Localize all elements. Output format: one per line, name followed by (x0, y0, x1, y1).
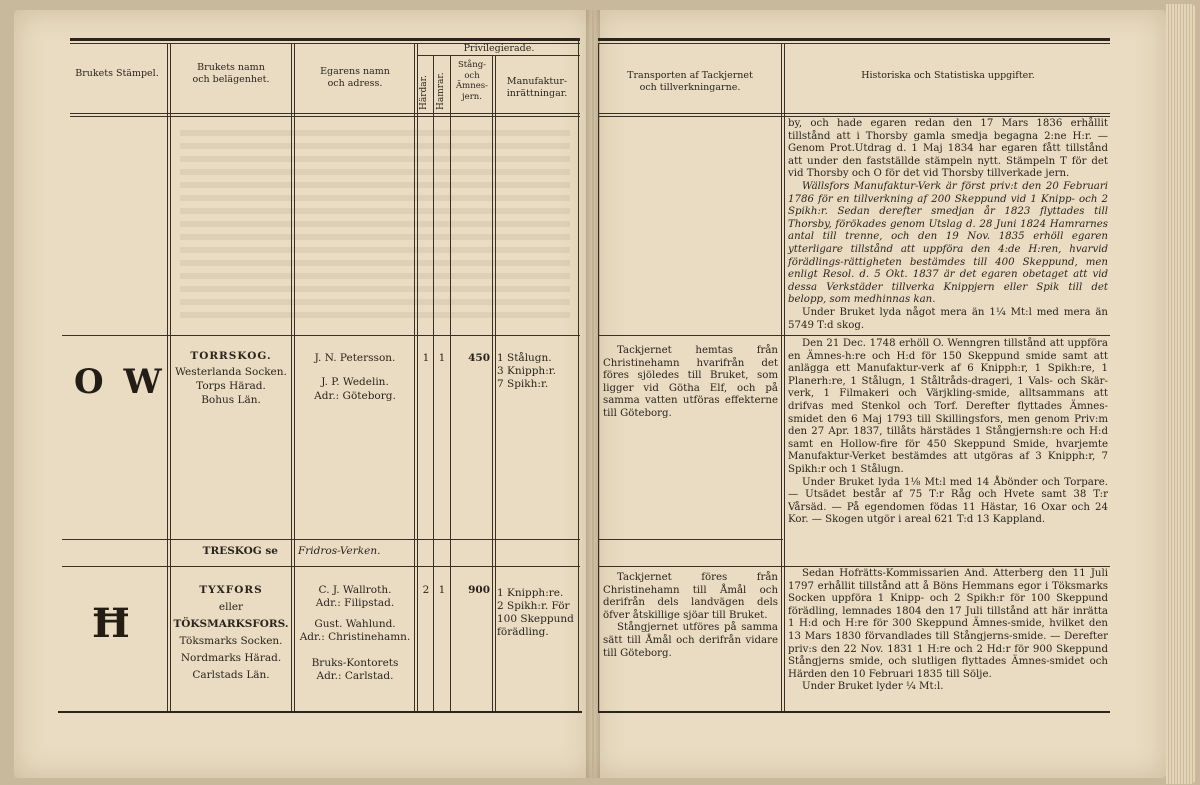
jern-value: 450 (468, 352, 490, 364)
header-historiska: Historiska och Statistiska uppgifter. (861, 70, 1035, 81)
bruk-name-treskog: TRESKOG se (202, 545, 278, 557)
transport-paragraph: Tackjernet föres från Christinehamn till Åmål och derifrån dels landvägen dels öfver åtskillige sjöar till Bruket. (603, 572, 778, 621)
history-paragraph: Under Bruket lyder ¼ Mt:l. (802, 681, 944, 693)
header-privilegierade: Privilegierade. (463, 43, 535, 54)
manuf-line: 1 Knipph:re. (497, 587, 564, 599)
owner-line: Adr.: Carlstad. (316, 670, 394, 682)
owner-line: Gust. Wahlund. (314, 618, 396, 630)
location-line: Bohus Län. (201, 394, 261, 406)
location-line: Carlstads Län. (192, 669, 270, 681)
owner-line: C. J. Wallroth. (318, 584, 392, 596)
transport-paragraph: Stångjernet utföres på samma sätt till Åmål och derifrån vidare till Göteborg. (603, 622, 778, 659)
hamrar-value: 1 (438, 352, 446, 364)
header-stampel: Brukets Stämpel. (75, 68, 159, 79)
owner-line: Adr.: Göteborg. (314, 390, 396, 402)
hamrar-value: 1 (438, 584, 446, 596)
history-torrskog (788, 338, 1108, 527)
owner-line: Adr.: Christinehamn. (299, 631, 411, 643)
manuf-line: 7 Spikh:r. (497, 378, 549, 390)
history-paragraph: Den 21 Dec. 1748 erhöll O. Wenngren tillstånd att uppföra en Ämnes-h:re och H:d för 150 Skeppund smide samt att anlägga ett Manufaktur-verk af 6 Knipph:r, 1 Spikh:re, 1 Planerh:re, 1 Stålugn, 1 Ståltråds-drageri, 1 Vals- och Skär-verk, 1 Filmakeri och Värjkling-smide, alltsammans att drifvas med Stenkol och Torf. Derefter flyttades Ämnes-smidet den 6 Maj 1793 till Skillingsfors, men genom Priv:m den 27 Apr. 1837, tillåts härstädes 1 Stångjernsh:re och H:d samt en Hollow-fire för 450 Skeppund Smide, hvarjemte Manufaktur-Verket bestämdes att utgöras af 3 Knipph:r, 7 Spikh:r och 1 Stålugn. (788, 338, 1108, 475)
owner-reference: Fridros-Verken. (298, 545, 381, 557)
history-continuation (788, 118, 1108, 332)
header-brukets-namn: Brukets namn och belägenhet. (192, 62, 270, 85)
page-edges (1166, 4, 1196, 784)
owner-line: Adr.: Filipstad. (315, 597, 395, 609)
stamp-h: Ħ (92, 600, 130, 647)
location-line: Nordmarks Härad. (180, 652, 282, 664)
location-line: Westerlanda Socken. (175, 366, 287, 378)
manuf-line: 3 Knipph:r. (497, 365, 556, 377)
location-line: Töksmarks Socken. (179, 635, 283, 647)
manuf-line: förädling. (497, 626, 549, 638)
bruk-name-torrskog: TORRSKOG. (190, 350, 272, 362)
header-transport: Transporten af Tackjernet och tillverkningarne. (627, 70, 753, 93)
jern-value: 900 (468, 584, 490, 596)
manuf-line: 2 Spikh:r. För (497, 600, 570, 612)
hardar-value: 1 (422, 352, 430, 364)
location-line: TÖKSMARKSFORS. (173, 618, 289, 630)
location-line: Torps Härad. (196, 380, 266, 392)
transport-tyxfors (603, 572, 778, 660)
header-egarens-namn: Egarens namn och adress. (320, 66, 390, 89)
header-hamrar: Hamrar. (436, 72, 446, 110)
transport-torrskog (603, 345, 778, 421)
header-stang-jern: Stång- och Ämnes- jern. (456, 60, 488, 102)
owner-line: J. P. Wedelin. (321, 376, 389, 388)
history-paragraph: Under Bruket lyda något mera än 1¼ Mt:l med mera än 5749 T:d skog. (788, 306, 1108, 331)
header-hardar: Härdar. (419, 75, 429, 110)
location-line: eller (218, 601, 244, 613)
transport-paragraph: Tackjernet hemtas från Christinehamn hvarifrån det föres sjöledes till Bruket, som ligger vid Götha Elf, och på samma vatten utföras effekterne till Göteborg. (603, 345, 778, 419)
history-paragraph: Under Bruket lyda 1⅛ Mt:l med 14 Åbönder och Torpare. — Utsädet består af 75 T:r Råg och Hvete samt 38 T:r Vårsäd. — På egendomen födas 11 Hästar, 16 Oxar och 24 Kor. — Skogen utgör i areal 621 T:d 13 Kappland. (788, 476, 1108, 526)
bruk-name-tyxfors: TYXFORS (199, 584, 263, 596)
manuf-line: 100 Skeppund (497, 613, 574, 625)
manuf-line: 1 Stålugn. (497, 352, 552, 364)
history-tyxfors (788, 568, 1108, 694)
history-paragraph: Sedan Hofrätts-Kommissarien And. Atterberg den 11 Juli 1797 erhållit tillstånd att å Böns Hemmans egor i Töksmarks Socken uppföra 1 Knipp- och 2 Spikh:r för 100 Skeppund förädling, lemnades 1804 den 17 Juli tillstånd att här inrätta 1 H:d och H:re för 300 Skeppund Ämnes-smide, hvilket den 13 Mars 1830 förvandlades till Stångjerns-smide. — Derefter priv:s den 22 Nov. 1831 1 H:re och 2 Hd:r för 900 Skeppund Stångjerns smide, och slutligen flyttades Ämnes-smidet och Härden den 10 Februari 1835 till Sölje. (788, 568, 1108, 680)
owner-line: J. N. Petersson. (314, 352, 396, 364)
bleed-through-text (180, 130, 570, 320)
history-paragraph: Wällsfors Manufaktur-Verk är först priv:t den 20 Februari 1786 för en tillverkning af 200 Skeppund vid 1 Knipp- och 2 Spikh:r. Sedan derefter smedjan år 1823 flyttades till Thorsby, förökades genom Utslag d. 28 Juni 1824 Hamrarnes antal till trenne, och den 19 Nov. 1835 erhöll egaren ytterligare tillstånd att uppföra den 4:de H:ren, hvarvid förädlings-rättigheten bestämdes till 400 Skeppund, men enligt Resol. d. 5 Okt. 1837 är det egaren obetaget att vid dessa Verkstäder tillverka Knippjern eller Spik till det belopp, som medhinnas kan. (788, 180, 1108, 306)
history-paragraph: by, och hade egaren redan den 17 Mars 1836 erhållit tillstånd att i Thorsby gamla smedja begagna 2:ne H:r. — Genom Prot.Utdrag d. 1 Maj 1834 har egaren fått tillstånd att under den fastställde stämpeln nytt. Stämpeln T för det vid Thorsby och O för det vid Thorsby tillverkade jern. (788, 118, 1108, 180)
header-manufaktur: Manufaktur- inrättningar. (506, 76, 568, 99)
owner-line: Bruks-Kontorets (311, 657, 399, 669)
hardar-value: 2 (422, 584, 430, 596)
stamp-ow: O W (74, 362, 166, 402)
